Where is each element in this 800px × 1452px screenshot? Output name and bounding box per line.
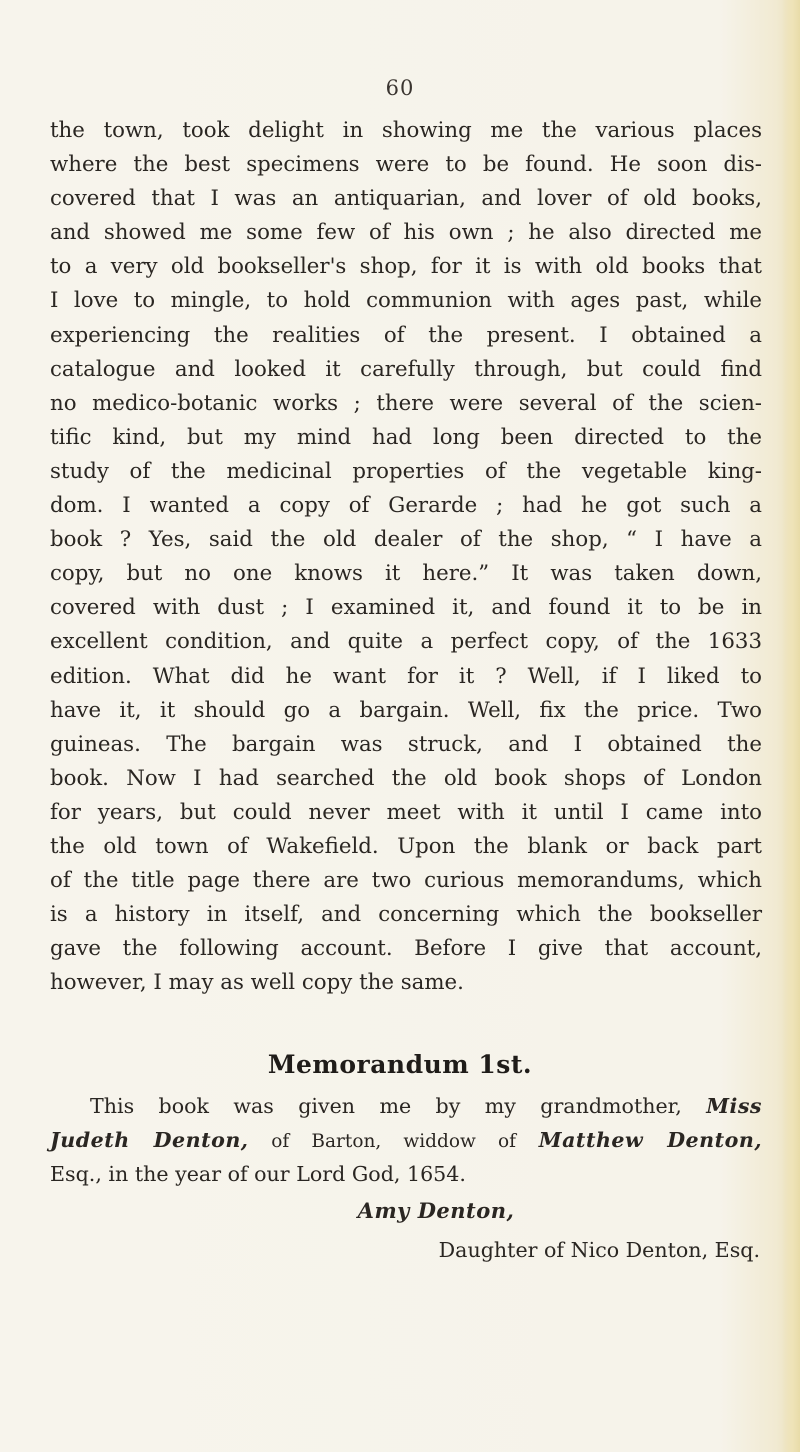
paragraph-line: covered with dust ; I examined it, and found it to be in: [50, 595, 762, 621]
paragraph-line: gave the following account. Before I give that account,: [50, 936, 762, 962]
memorandum-line-3-text: Esq., in the year of our Lord God, 1654.: [50, 1162, 466, 1187]
paragraph-line: study of the medicinal properties of the vegetable king-: [50, 458, 762, 484]
page-edge-discoloration: [782, 0, 800, 1452]
memorandum-name-miss: Miss: [706, 1094, 763, 1118]
memorandum-line-2: [50, 1123, 762, 1157]
paragraph-line: book. Now I had searched the old book shops of London: [50, 765, 762, 791]
paragraph-line: book ? Yes, said the old dealer of the shop, “ I have a: [50, 527, 762, 553]
paragraph-line: where the best specimens were to be found. He soon dis-: [50, 152, 762, 178]
paragraph-line: excellent condition, and quite a perfect copy, of the 1633: [50, 629, 762, 655]
memorandum-line-1: [50, 1089, 762, 1123]
paragraph-line: is a history in itself, and concerning which the bookseller: [50, 902, 762, 928]
paragraph-line: have it, it should go a bargain. Well, fix the price. Two: [50, 697, 762, 723]
memorandum-body: [50, 1089, 762, 1191]
memorandum-name-matthew: Matthew Denton,: [538, 1128, 763, 1153]
paragraph-line: covered that I was an antiquarian, and lover of old books,: [50, 186, 762, 212]
paragraph-line: copy, but no one knows it here.” It was taken down,: [50, 561, 762, 587]
memorandum-heading: Memorandum 1st.: [267, 1050, 533, 1079]
main-paragraph: [50, 114, 762, 1000]
memorandum-line-3: [50, 1157, 762, 1191]
paragraph-line: I love to mingle, to hold communion with ages past, while: [50, 288, 762, 314]
paragraph-line: the old town of Wakefield. Upon the blank or back part: [50, 833, 762, 859]
memorandum-line-2-text: of Barton, widdow of: [271, 1131, 516, 1153]
paragraph-line: however, I may as well copy the same.: [50, 970, 464, 996]
memorandum-daughter-line: Daughter of Nico Denton, Esq.: [438, 1238, 760, 1262]
paragraph-line: experiencing the realities of the present. I obtained a: [50, 322, 762, 348]
paragraph-line: of the title page there are two curious memorandums, which: [50, 868, 762, 894]
page-number: 60: [385, 76, 415, 100]
paragraph-line: tific kind, but my mind had long been directed to the: [50, 424, 762, 450]
paragraph-line: the town, took delight in showing me the various places: [50, 118, 762, 143]
paragraph-line: no medico-botanic works ; there were several of the scien-: [50, 390, 762, 416]
paragraph-line: dom. I wanted a copy of Gerarde ; had he got such a: [50, 493, 762, 519]
paragraph-line: for years, but could never meet with it until I came into: [50, 799, 762, 825]
paragraph-line: catalogue and looked it carefully through, but could find: [50, 356, 762, 382]
paragraph-line: and showed me some few of his own ; he also directed me: [50, 220, 762, 246]
memorandum-line-1-text: This book was given me by my grandmother,: [90, 1094, 682, 1118]
paragraph-line: guineas. The bargain was struck, and I obtained the: [50, 731, 762, 757]
paragraph-line: to a very old bookseller's shop, for it is with old books that: [50, 254, 762, 280]
memorandum-name-judeth: Judeth Denton,: [50, 1128, 249, 1153]
memorandum-signature: Amy Denton,: [357, 1198, 515, 1223]
paragraph-line: edition. What did he want for it ? Well, if I liked to: [50, 663, 762, 689]
